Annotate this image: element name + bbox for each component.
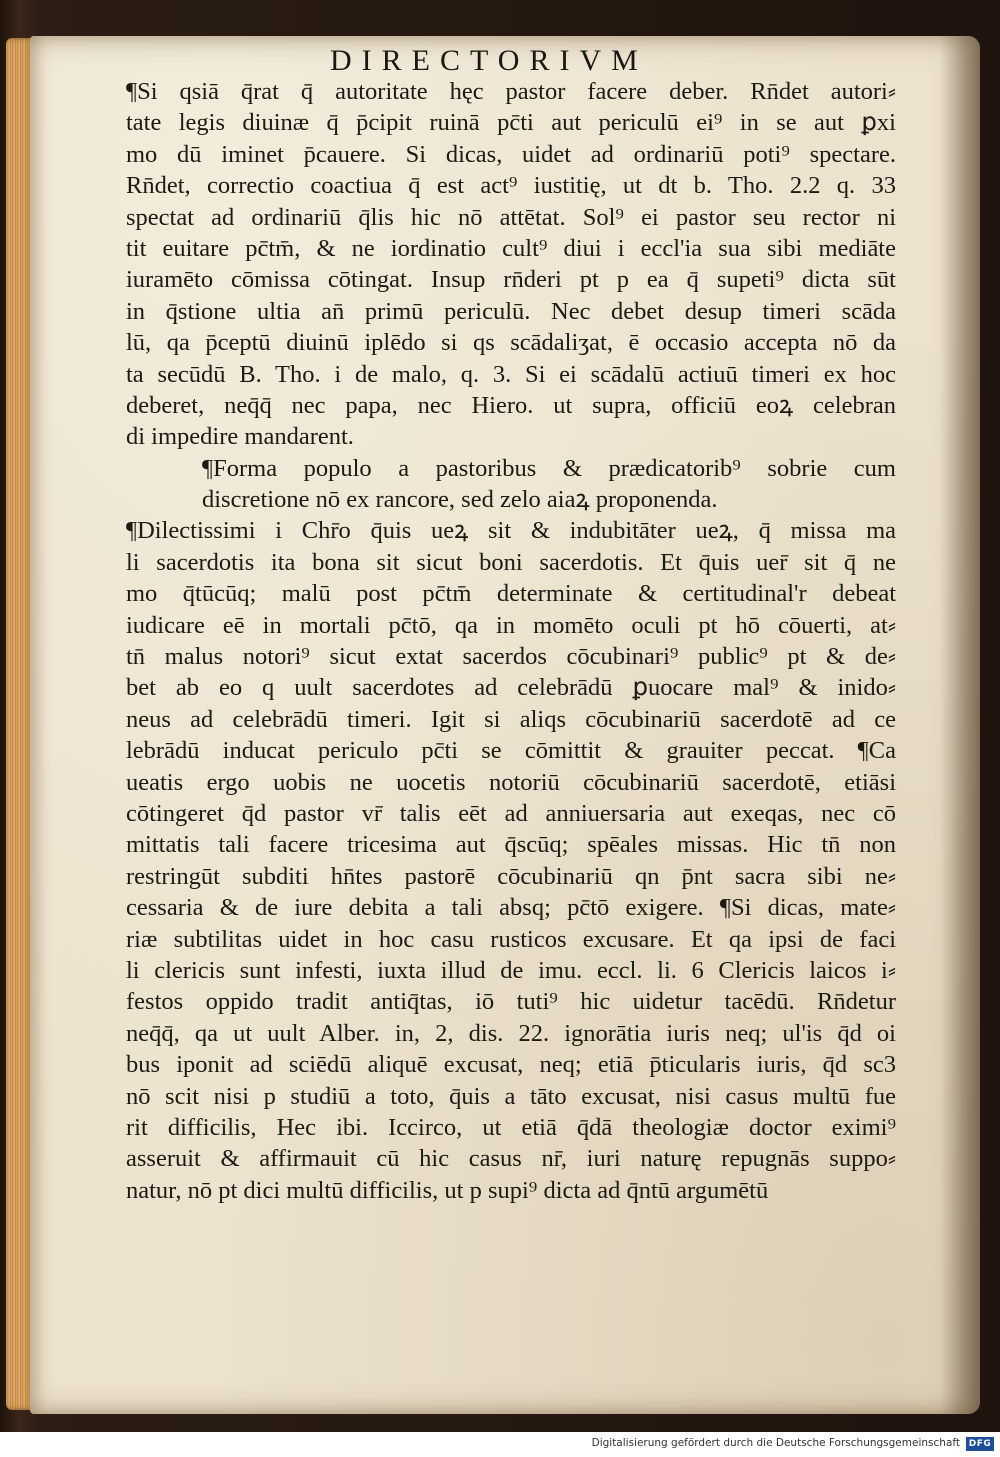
text-line: mittatis tali facere tricesima aut q̄scūq; spēales missas. Hic tn̄ non	[126, 831, 896, 859]
text-line: cessaria & de iure debita a tali absq; pc̄tō exigere. ¶Si dicas, mate⸗	[126, 894, 896, 922]
text-line: mo dū iminet p̄cauere. Si dicas, uidet ad ordinariū poti⁹ spectare.	[126, 140, 896, 168]
dfg-logo: DFG	[966, 1437, 994, 1451]
text-line: ueatis ergo uobis ne uocetis notoriū cōcubinariū sacerdotē, etiāsi	[126, 768, 896, 796]
text-line: di impedire mandarent.	[126, 423, 354, 451]
text-line: tn̄ malus notori⁹ sicut extat sacerdos cōcubinari⁹ public⁹ pt & de⸗	[126, 643, 896, 671]
text-line: in q̄stione ultia an̄ primū periculū. Nec debet desup timeri scāda	[126, 297, 896, 325]
text-line: rit difficilis, Hec ibi. Iccirco, ut etiā q̄dā theologiæ doctor eximi⁹	[126, 1113, 896, 1141]
text-line: bet ab eo q uult sacerdotes ad celebrādū ꝑuocare mal⁹ & inido⸗	[126, 674, 896, 702]
text-line: ta secūdū B. Tho. i de malo, q. 3. Si ei scādalū actiuū timeri ex hoc	[126, 360, 896, 388]
text-line: tate legis diuinæ q̄ p̄cipit ruinā pc̄ti aut periculū ei⁹ in se aut ꝑxi	[126, 109, 896, 137]
text-line: spectat ad ordinariū q̄lis hic nō attētat. Sol⁹ ei pastor seu rector ni	[126, 203, 896, 231]
text-line: discretione nō ex rancore, sed zelo aiaꝝ proponenda.	[202, 486, 718, 514]
running-head: DIRECTORIVM	[330, 44, 648, 77]
text-line: cōtingeret q̄d pastor vr̄ talis eēt ad anniuersaria aut exeqas, nec cō	[126, 799, 896, 827]
text-line: natur, nō pt dici multū difficilis, ut p supi⁹ dicta ad q̄ntū argumētū	[126, 1176, 769, 1204]
text-line: deberet, neq̄q̄ nec papa, nec Hiero. ut supra, officiū eoꝝ celebran	[126, 391, 896, 419]
text-line: lebrādū inducat periculo pc̄ti se cōmittit & grauiter peccat. ¶Ca	[126, 737, 896, 765]
text-line: nō scit nisi p studiū a toto, q̄uis a tāto excusat, nisi casus multū fue	[126, 1082, 896, 1110]
text-line: bus iponit ad sciēdū aliquē excusat, neq; etiā p̄ticularis iuris, q̄d sc3	[126, 1051, 896, 1079]
text-line: restringūt subditi hn̄tes pastorē cōcubinariū qn p̄nt sacra sibi ne⸗	[126, 862, 896, 890]
text-line: iuramēto cōmissa cōtingat. Insup rn̄deri pt p ea q̄ supeti⁹ dicta sūt	[126, 266, 896, 294]
text-line: asseruit & affirmauit cū hic casus nr̄, iuri naturę repugnās suppo⸗	[126, 1145, 896, 1173]
text-line: festos oppido tradit antiq̄tas, iō tuti⁹ hic uidetur tacēdū. Rn̄detur	[126, 988, 896, 1016]
text-line: tit euitare pc̄tm̄, & ne iordinatio cult⁹ diui i eccl'ia sua sibi mediāte	[126, 234, 896, 262]
text-line: mo q̄tūcūq; malū post pc̄tm̄ determinate & certitudinal'r debeat	[126, 580, 896, 608]
text-line: ¶Forma populo a pastoribus & prædicatorib⁹ sobrie cum	[202, 454, 896, 482]
text-line: neus ad celebrādū timeri. Igit si aliqs cōcubinariū sacerdotē ad ce	[126, 705, 896, 733]
text-line: lū, qa p̄ceptū diuinū iplēdo si qs scādaliʒat, ē occasio accepta nō da	[126, 329, 896, 357]
text-line: li clericis sunt infesti, iuxta illud de imu. eccl. li. 6 Clericis laicos i⸗	[126, 956, 896, 984]
text-line: riæ subtilitas uidet in hoc casu rusticos excusare. Et qa ipsi de faci	[126, 925, 896, 953]
text-line: neq̄q̄, qa ut uult Alber. in, 2, dis. 22. ignorātia iuris neq; ul'is q̄d oi	[126, 1019, 896, 1047]
text-line: Rn̄det, correctio coactiua q̄ est act⁹ iustitię, ut dt b. Tho. 2.2 q. 33	[126, 172, 896, 200]
text-line: li sacerdotis ita bona sit sicut boni sacerdotis. Et q̄uis uer̄ sit q̄ ne	[126, 548, 896, 576]
gutter-shadow	[940, 36, 980, 1414]
body-text	[126, 76, 896, 1206]
text-line: ¶Si qsiā q̄rat q̄ autoritate hęc pastor facere deber. Rn̄det autori⸗	[126, 78, 896, 105]
text-line: ¶Dilectissimi i Chr̄o q̄uis ueꝝ sit & indubitāter ueꝝ, q̄ missa ma	[126, 517, 896, 545]
funding-note: Digitalisierung gefördert durch die Deutsche Forschungsgemeinschaft	[591, 1437, 960, 1449]
text-line: iudicare eē in mortali pc̄tō, qa in momēto oculi pt hō cōuerti, at⸗	[126, 611, 896, 639]
footer-bar	[0, 1432, 1000, 1457]
